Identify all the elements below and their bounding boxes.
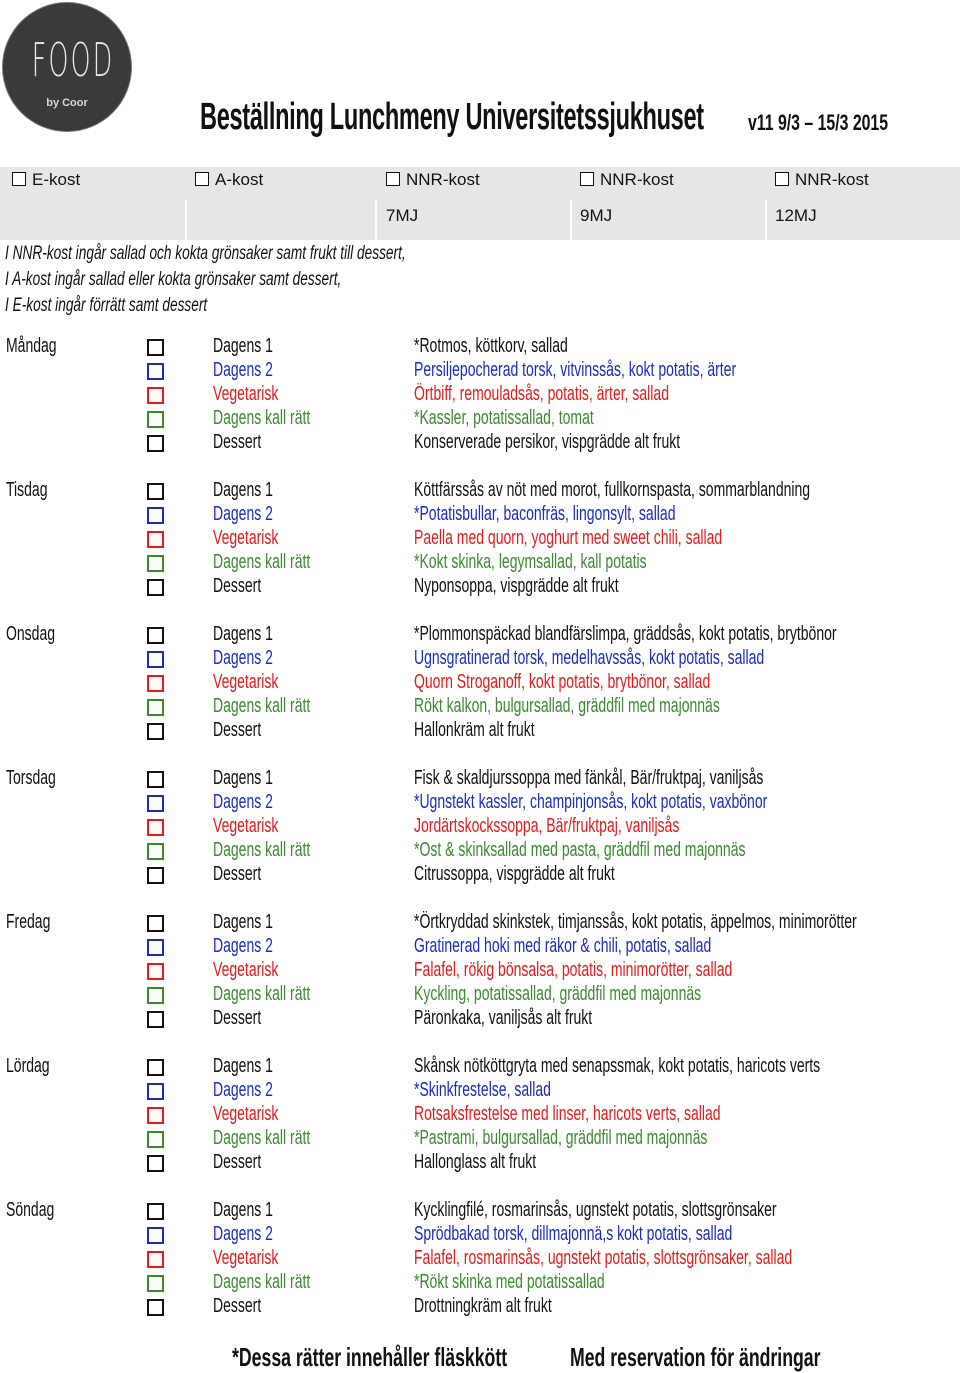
- order-checkbox[interactable]: [147, 1059, 164, 1076]
- day-label: Måndag: [6, 335, 57, 357]
- dish-description: *Rökt skinka med potatissallad: [414, 1271, 605, 1293]
- meal-category: Dagens 1: [213, 623, 273, 645]
- meal-category: Vegetarisk: [213, 527, 279, 549]
- band-divider: [375, 200, 377, 240]
- kost-label: NNR-kost: [406, 170, 480, 189]
- meal-category: Dagens 2: [213, 359, 273, 381]
- logo-brand-text: FOOD: [31, 33, 115, 87]
- order-checkbox[interactable]: [147, 819, 164, 836]
- meal-category: Dagens kall rätt: [213, 1127, 311, 1149]
- meal-category: Dessert: [213, 719, 262, 741]
- dish-description: Rotsaksfrestelse med linser, haricots verts, sallad: [414, 1103, 721, 1125]
- meal-category: Dagens 1: [213, 1199, 273, 1221]
- order-checkbox[interactable]: [147, 699, 164, 716]
- meal-category: Vegetarisk: [213, 1103, 279, 1125]
- kost-option-2[interactable]: [386, 170, 480, 190]
- order-checkbox[interactable]: [147, 795, 164, 812]
- dish-description: Drottningkräm alt frukt: [414, 1295, 552, 1317]
- order-checkbox[interactable]: [147, 915, 164, 932]
- order-checkbox[interactable]: [147, 1155, 164, 1172]
- diet-note: I E-kost ingår förrätt samt dessert: [5, 295, 208, 316]
- band-divider: [185, 200, 187, 240]
- order-checkbox[interactable]: [147, 435, 164, 452]
- meal-category: Dagens 2: [213, 1079, 273, 1101]
- band-divider: [570, 200, 572, 240]
- order-checkbox[interactable]: [147, 1107, 164, 1124]
- meal-category: Dagens kall rätt: [213, 551, 311, 573]
- order-checkbox[interactable]: [147, 579, 164, 596]
- order-checkbox[interactable]: [147, 363, 164, 380]
- dish-description: Ugnsgratinerad torsk, medelhavssås, kokt potatis, sallad: [414, 647, 765, 669]
- kost-option-1[interactable]: [195, 170, 263, 190]
- version-label: v11 9/3 – 15/3 2015: [748, 110, 889, 135]
- meal-category: Dagens 1: [213, 479, 273, 501]
- day-label: Tisdag: [6, 479, 48, 501]
- meal-category: Dagens 1: [213, 335, 273, 357]
- meal-category: Vegetarisk: [213, 815, 279, 837]
- kost-label: E-kost: [32, 170, 81, 189]
- kost-checkbox[interactable]: [12, 172, 26, 186]
- meal-category: Vegetarisk: [213, 959, 279, 981]
- kost-energy-label: 7MJ: [386, 206, 419, 225]
- meal-category: Dagens 1: [213, 1055, 273, 1077]
- meal-category: Dessert: [213, 431, 262, 453]
- order-checkbox[interactable]: [147, 867, 164, 884]
- order-checkbox[interactable]: [147, 627, 164, 644]
- meal-category: Vegetarisk: [213, 383, 279, 405]
- dish-description: *Pastrami, bulgursallad, gräddfil med majonnäs: [414, 1127, 708, 1149]
- meal-category: Dagens 2: [213, 935, 273, 957]
- dish-description: Fisk & skaldjurssoppa med fänkål, Bär/fruktpaj, vaniljsås: [414, 767, 764, 789]
- dish-description: Kycklingfilé, rosmarinsås, ugnstekt potatis, slottsgrönsaker: [414, 1199, 777, 1221]
- dish-description: *Potatisbullar, baconfräs, lingonsylt, sallad: [414, 503, 676, 525]
- meal-category: Dagens 2: [213, 503, 273, 525]
- logo-by-text: by Coor: [46, 97, 88, 109]
- meal-category: Dagens 2: [213, 791, 273, 813]
- order-checkbox[interactable]: [147, 963, 164, 980]
- meal-category: Dessert: [213, 863, 262, 885]
- kost-option-0[interactable]: [12, 170, 80, 190]
- meal-category: Dagens kall rätt: [213, 1271, 311, 1293]
- day-label: Torsdag: [6, 767, 56, 789]
- order-checkbox[interactable]: [147, 1203, 164, 1220]
- kost-energy-label: 9MJ: [580, 206, 613, 225]
- order-checkbox[interactable]: [147, 1131, 164, 1148]
- dish-description: Quorn Stroganoff, kokt potatis, brytbönor, sallad: [414, 671, 711, 693]
- dish-description: Päronkaka, vaniljsås alt frukt: [414, 1007, 593, 1029]
- dish-description: *Rotmos, köttkorv, sallad: [414, 335, 568, 357]
- day-label: Onsdag: [6, 623, 56, 645]
- dish-description: Gratinerad hoki med räkor & chili, potatis, sallad: [414, 935, 712, 957]
- dish-description: *Skinkfrestelse, sallad: [414, 1079, 551, 1101]
- meal-category: Vegetarisk: [213, 671, 279, 693]
- order-checkbox[interactable]: [147, 987, 164, 1004]
- meal-category: Dessert: [213, 1007, 262, 1029]
- order-checkbox[interactable]: [147, 483, 164, 500]
- dish-description: Kyckling, potatissallad, gräddfil med majonnäs: [414, 983, 702, 1005]
- dish-description: Falafel, rosmarinsås, ugnstekt potatis, slottsgrönsaker, sallad: [414, 1247, 793, 1269]
- dish-description: Hallonglass alt frukt: [414, 1151, 537, 1173]
- meal-category: Dagens 1: [213, 911, 273, 933]
- meal-category: Dagens kall rätt: [213, 839, 311, 861]
- order-checkbox[interactable]: [147, 771, 164, 788]
- order-checkbox[interactable]: [147, 939, 164, 956]
- reservation-note: Med reservation för ändringar: [570, 1342, 821, 1372]
- meal-category: Dessert: [213, 575, 262, 597]
- meal-category: Vegetarisk: [213, 1247, 279, 1269]
- dish-description: *Kassler, potatissallad, tomat: [414, 407, 594, 429]
- meal-category: Dagens kall rätt: [213, 407, 311, 429]
- pork-footnote: *Dessa rätter innehåller fläskkött: [232, 1342, 508, 1372]
- meal-category: Dagens kall rätt: [213, 983, 311, 1005]
- kost-label: A-kost: [215, 170, 264, 189]
- diet-note: I NNR-kost ingår sallad och kokta grönsaker samt frukt till dessert,: [5, 243, 406, 264]
- order-checkbox[interactable]: [147, 723, 164, 740]
- diet-note: I A-kost ingår sallad eller kokta grönsaker samt dessert,: [5, 269, 342, 290]
- order-checkbox[interactable]: [147, 339, 164, 356]
- order-checkbox[interactable]: [147, 1251, 164, 1268]
- day-label: Lördag: [6, 1055, 50, 1077]
- kost-checkbox[interactable]: [580, 172, 594, 186]
- dish-description: Hallonkräm alt frukt: [414, 719, 535, 741]
- dish-description: Köttfärssås av nöt med morot, fullkornspasta, sommarblandning: [414, 479, 811, 501]
- dish-description: Falafel, rökig bönsalsa, potatis, minimorötter, sallad: [414, 959, 733, 981]
- kost-label: NNR-kost: [795, 170, 869, 189]
- kost-option-3[interactable]: [580, 170, 674, 190]
- dish-description: *Ost & skinksallad med pasta, gräddfil med majonnäs: [414, 839, 746, 861]
- dish-description: Skånsk nötköttgryta med senapssmak, kokt potatis, haricots verts: [414, 1055, 821, 1077]
- order-checkbox[interactable]: [147, 1275, 164, 1292]
- order-checkbox[interactable]: [147, 1083, 164, 1100]
- meal-category: Dessert: [213, 1151, 262, 1173]
- order-checkbox[interactable]: [147, 507, 164, 524]
- food-by-coor-logo: [3, 3, 131, 131]
- order-checkbox[interactable]: [147, 411, 164, 428]
- dish-description: *Kokt skinka, legymsallad, kall potatis: [414, 551, 647, 573]
- dish-description: Paella med quorn, yoghurt med sweet chili, sallad: [414, 527, 723, 549]
- dish-description: Citrussoppa, vispgrädde alt frukt: [414, 863, 615, 885]
- meal-category: Dagens 2: [213, 647, 273, 669]
- dish-description: *Örtkryddad skinkstek, timjanssås, kokt potatis, äppelmos, minimorötter: [414, 911, 857, 933]
- meal-category: Dagens 2: [213, 1223, 273, 1245]
- dish-description: Örtbiff, remouladsås, potatis, ärter, sallad: [414, 383, 669, 405]
- meal-category: Dessert: [213, 1295, 262, 1317]
- order-checkbox[interactable]: [147, 531, 164, 548]
- day-label: Fredag: [6, 911, 51, 933]
- page-title: Beställning Lunchmeny Universitetssjukhuset: [200, 96, 704, 138]
- dish-description: Rökt kalkon, bulgursallad, gräddfil med majonnäs: [414, 695, 720, 717]
- dish-description: Persiljepocherad torsk, vitvinssås, kokt potatis, ärter: [414, 359, 737, 381]
- order-checkbox[interactable]: [147, 1227, 164, 1244]
- dish-description: Sprödbakad torsk, dillmajonnä,s kokt potatis, sallad: [414, 1223, 733, 1245]
- order-checkbox[interactable]: [147, 387, 164, 404]
- order-checkbox[interactable]: [147, 555, 164, 572]
- dish-description: *Ugnstekt kassler, champinjonsås, kokt potatis, vaxbönor: [414, 791, 768, 813]
- kost-label: NNR-kost: [600, 170, 674, 189]
- kost-checkbox[interactable]: [775, 172, 789, 186]
- dish-description: Konserverade persikor, vispgrädde alt frukt: [414, 431, 681, 453]
- dish-description: *Plommonspäckad blandfärslimpa, gräddsås, kokt potatis, brytbönor: [414, 623, 837, 645]
- band-divider: [765, 200, 767, 240]
- kost-checkbox[interactable]: [195, 172, 209, 186]
- day-label: Söndag: [6, 1199, 55, 1221]
- dish-description: Nyponsoppa, vispgrädde alt frukt: [414, 575, 619, 597]
- meal-category: Dagens kall rätt: [213, 695, 311, 717]
- kost-energy-label: 12MJ: [775, 206, 817, 225]
- order-checkbox[interactable]: [147, 843, 164, 860]
- kost-option-4[interactable]: [775, 170, 869, 190]
- order-checkbox[interactable]: [147, 1011, 164, 1028]
- kost-checkbox[interactable]: [386, 172, 400, 186]
- meal-category: Dagens 1: [213, 767, 273, 789]
- order-checkbox[interactable]: [147, 675, 164, 692]
- order-checkbox[interactable]: [147, 1299, 164, 1316]
- dish-description: Jordärtskockssoppa, Bär/fruktpaj, vaniljsås: [414, 815, 680, 837]
- order-checkbox[interactable]: [147, 651, 164, 668]
